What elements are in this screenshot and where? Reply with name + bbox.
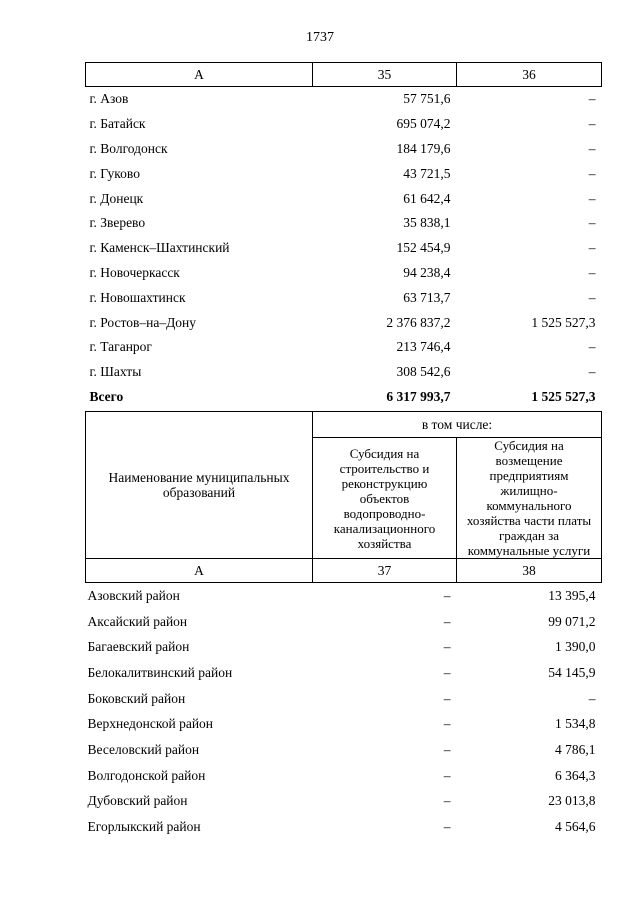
row-name: г. Ростов–на–Дону: [89, 314, 197, 330]
row-name: Волгодонской район: [87, 767, 206, 783]
name-column-header: Наименование муниципальных образований: [86, 412, 313, 559]
table-row: [86, 335, 602, 360]
table-row: [86, 285, 602, 310]
row-value-36: –: [588, 116, 596, 132]
row-name: г. Азов: [89, 91, 129, 107]
row-value-36: –: [588, 140, 596, 156]
table-row: [86, 310, 602, 335]
header-col-a: А: [86, 63, 313, 87]
row-name: г. Донецк: [89, 190, 144, 206]
row-value-36: –: [588, 190, 596, 206]
table-row: [86, 609, 602, 635]
row-name: г. Новошахтинск: [89, 289, 186, 305]
table-row: [86, 814, 602, 840]
row-value-35: 94 238,4: [403, 264, 451, 280]
row-name: г. Батайск: [89, 116, 146, 132]
row-name: г. Каменск–Шахтинский: [89, 240, 230, 256]
row-value-35: 57 751,6: [403, 91, 451, 107]
row-name: Белокалитвинский район: [87, 664, 233, 680]
table-row: [86, 87, 602, 112]
row-value-37: –: [443, 664, 451, 680]
row-value-35: 213 746,4: [396, 339, 451, 355]
table-row: [86, 236, 602, 261]
row-name: Боковский район: [87, 690, 186, 706]
table-row: [86, 583, 602, 609]
row-value-37: –: [443, 639, 451, 655]
row-value-35: 184 179,6: [396, 140, 451, 156]
row-name: г. Гуково: [89, 165, 140, 181]
row-value-37: –: [443, 793, 451, 809]
row-value-36: –: [588, 339, 596, 355]
row-name: г. Зверево: [89, 215, 146, 231]
including-header: в том числе:: [313, 412, 602, 438]
table-row: [86, 737, 602, 763]
row-value-37: –: [443, 587, 451, 603]
row-value-37: –: [443, 767, 451, 783]
row-value-38: 4 786,1: [555, 741, 596, 757]
row-value-38: 4 564,6: [555, 819, 596, 835]
col37-header: Субсидия на строительство и реконструкцию объектов водопроводно-канализационного хозяйства: [313, 438, 457, 559]
table-row: [86, 360, 602, 385]
row-name: Азовский район: [87, 587, 180, 603]
row-value-36: –: [588, 264, 596, 280]
row-name: Дубовский район: [87, 793, 188, 809]
row-value-36: –: [588, 289, 596, 305]
table-row: [86, 789, 602, 815]
row-name: г. Новочеркасск: [89, 264, 180, 280]
row-value-36: –: [588, 165, 596, 181]
table-header-row: [86, 63, 602, 87]
row-value-35: 308 542,6: [396, 364, 451, 380]
row-name: г. Таганрог: [89, 339, 152, 355]
table-cities: [85, 62, 602, 409]
header-col-37: 37: [313, 559, 457, 583]
row-name: Аксайский район: [87, 613, 188, 629]
row-name: Багаевский район: [87, 639, 190, 655]
total-label: Всего: [89, 388, 124, 404]
row-value-36: –: [588, 91, 596, 107]
header-col-36: 36: [457, 63, 602, 87]
row-value-38: 23 013,8: [548, 793, 596, 809]
table-row: [86, 763, 602, 789]
row-name: г. Волгодонск: [89, 140, 168, 156]
header-col-a: А: [86, 559, 313, 583]
table-row: [86, 137, 602, 162]
row-name: г. Шахты: [89, 364, 142, 380]
row-value-38: –: [588, 690, 596, 706]
row-value-37: –: [443, 716, 451, 732]
table-row: [86, 186, 602, 211]
row-value-36: –: [588, 215, 596, 231]
row-name: Веселовский район: [87, 741, 200, 757]
row-value-38: 1 534,8: [555, 716, 596, 732]
row-value-35: 152 454,9: [396, 240, 451, 256]
row-value-35: 2 376 837,2: [386, 314, 451, 330]
table-row: [86, 211, 602, 236]
row-value-38: 1 390,0: [555, 639, 596, 655]
table-row: [86, 711, 602, 737]
row-value-35: 35 838,1: [403, 215, 451, 231]
row-value-35: 695 074,2: [396, 116, 451, 132]
page-number: 1737: [306, 30, 334, 45]
table-header-row: [86, 412, 602, 438]
row-value-38: 13 395,4: [548, 587, 596, 603]
row-value-36: –: [588, 240, 596, 256]
table-row: [86, 660, 602, 686]
table-row: [86, 112, 602, 137]
row-value-38: 99 071,2: [548, 613, 596, 629]
row-value-38: 54 145,9: [548, 664, 596, 680]
row-value-37: –: [443, 690, 451, 706]
row-value-35: 61 642,4: [403, 190, 451, 206]
row-value-36: –: [588, 364, 596, 380]
table-row: [86, 161, 602, 186]
row-value-38: 6 364,3: [555, 767, 596, 783]
col38-header: Субсидия на возмещение предприятиям жилищно-коммунального хозяйства части платы граждан за коммунальные услуги: [457, 438, 602, 559]
row-value-36: 1 525 527,3: [531, 314, 596, 330]
table-districts: [85, 411, 602, 840]
header-col-38: 38: [457, 559, 602, 583]
table-row: [86, 261, 602, 286]
row-value-37: –: [443, 613, 451, 629]
total-row: [86, 385, 602, 410]
row-value-35: 43 721,5: [403, 165, 451, 181]
header-col-35: 35: [313, 63, 457, 87]
row-name: Верхнедонской район: [87, 716, 214, 732]
table-row: [86, 686, 602, 712]
total-value-35: 6 317 993,7: [386, 388, 451, 404]
row-value-35: 63 713,7: [403, 289, 451, 305]
row-name: Егорлыкский район: [87, 819, 201, 835]
row-value-37: –: [443, 741, 451, 757]
column-number-row: [86, 559, 602, 583]
total-value-36: 1 525 527,3: [531, 388, 596, 404]
table-row: [86, 634, 602, 660]
row-value-37: –: [443, 819, 451, 835]
